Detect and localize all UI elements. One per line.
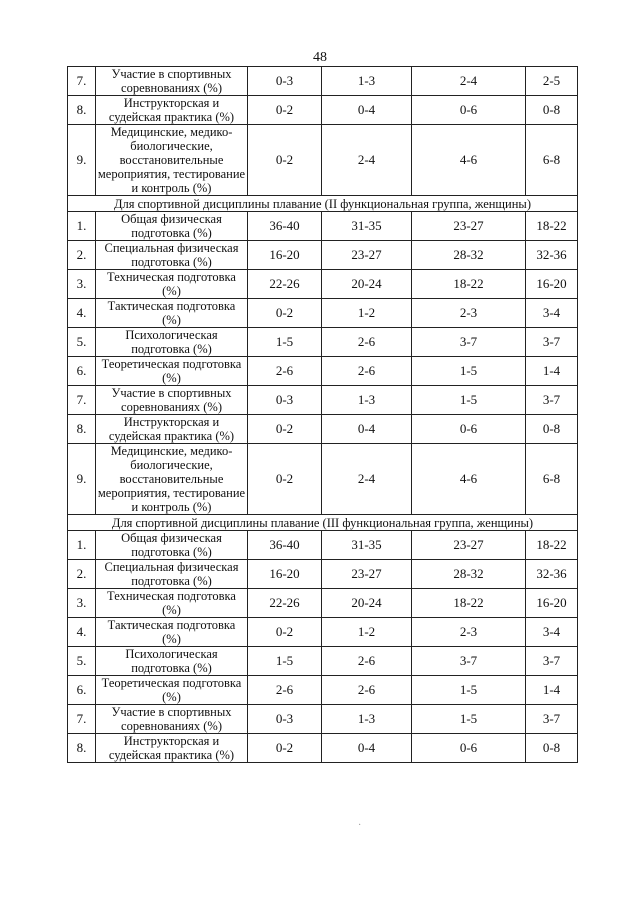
value-stage-1: 0-3 xyxy=(248,705,322,734)
table-row xyxy=(68,328,578,357)
row-name: Общая физическая подготовка (%) xyxy=(96,531,248,560)
value-stage-3: 2-4 xyxy=(412,67,526,96)
row-name: Участие в спортивных соревнованиях (%) xyxy=(96,67,248,96)
row-name: Специальная физическая подготовка (%) xyxy=(96,560,248,589)
value-stage-2: 2-4 xyxy=(322,125,412,196)
row-number: 6. xyxy=(68,357,96,386)
value-stage-2: 0-4 xyxy=(322,734,412,763)
value-stage-3: 4-6 xyxy=(412,444,526,515)
row-number: 7. xyxy=(68,705,96,734)
value-stage-4: 16-20 xyxy=(526,589,578,618)
value-stage-4: 3-7 xyxy=(526,328,578,357)
value-stage-2: 2-6 xyxy=(322,647,412,676)
value-stage-4: 18-22 xyxy=(526,531,578,560)
value-stage-1: 2-6 xyxy=(248,357,322,386)
value-stage-3: 2-3 xyxy=(412,618,526,647)
value-stage-1: 36-40 xyxy=(248,531,322,560)
value-stage-2: 1-3 xyxy=(322,705,412,734)
table-row xyxy=(68,241,578,270)
row-number: 1. xyxy=(68,212,96,241)
value-stage-3: 1-5 xyxy=(412,676,526,705)
value-stage-1: 0-2 xyxy=(248,444,322,515)
value-stage-3: 23-27 xyxy=(412,212,526,241)
value-stage-1: 0-3 xyxy=(248,386,322,415)
value-stage-3: 4-6 xyxy=(412,125,526,196)
table-body xyxy=(68,67,578,763)
value-stage-2: 1-3 xyxy=(322,67,412,96)
value-stage-3: 1-5 xyxy=(412,386,526,415)
table-row xyxy=(68,67,578,96)
value-stage-3: 0-6 xyxy=(412,96,526,125)
row-name: Теоретическая подготовка (%) xyxy=(96,357,248,386)
row-number: 5. xyxy=(68,647,96,676)
value-stage-4: 32-36 xyxy=(526,241,578,270)
value-stage-3: 18-22 xyxy=(412,589,526,618)
row-name: Участие в спортивных соревнованиях (%) xyxy=(96,705,248,734)
table-row xyxy=(68,560,578,589)
row-name: Инструкторская и судейская практика (%) xyxy=(96,96,248,125)
value-stage-2: 1-2 xyxy=(322,299,412,328)
section-header-ii-women xyxy=(68,196,578,212)
row-number: 3. xyxy=(68,270,96,299)
value-stage-2: 1-2 xyxy=(322,618,412,647)
value-stage-3: 3-7 xyxy=(412,647,526,676)
value-stage-4: 3-4 xyxy=(526,299,578,328)
row-name: Медицинские, медико-биологические, восстановительные мероприятия, тестирование и контроль (%) xyxy=(96,125,248,196)
table-row xyxy=(68,96,578,125)
value-stage-2: 0-4 xyxy=(322,415,412,444)
row-number: 5. xyxy=(68,328,96,357)
row-number: 7. xyxy=(68,386,96,415)
row-name: Психологическая подготовка (%) xyxy=(96,647,248,676)
row-number: 4. xyxy=(68,299,96,328)
value-stage-3: 18-22 xyxy=(412,270,526,299)
value-stage-3: 28-32 xyxy=(412,560,526,589)
row-number: 8. xyxy=(68,96,96,125)
value-stage-3: 0-6 xyxy=(412,415,526,444)
table-row xyxy=(68,676,578,705)
value-stage-4: 3-7 xyxy=(526,647,578,676)
row-number: 2. xyxy=(68,560,96,589)
value-stage-1: 0-2 xyxy=(248,734,322,763)
value-stage-4: 32-36 xyxy=(526,560,578,589)
value-stage-1: 0-2 xyxy=(248,299,322,328)
value-stage-2: 1-3 xyxy=(322,386,412,415)
value-stage-3: 1-5 xyxy=(412,357,526,386)
row-name: Теоретическая подготовка (%) xyxy=(96,676,248,705)
section-header-iii-women xyxy=(68,515,578,531)
table-row xyxy=(68,734,578,763)
table-row xyxy=(68,589,578,618)
row-name: Инструкторская и судейская практика (%) xyxy=(96,734,248,763)
value-stage-1: 1-5 xyxy=(248,647,322,676)
row-number: 4. xyxy=(68,618,96,647)
value-stage-4: 3-4 xyxy=(526,618,578,647)
value-stage-1: 36-40 xyxy=(248,212,322,241)
row-name: Общая физическая подготовка (%) xyxy=(96,212,248,241)
value-stage-2: 23-27 xyxy=(322,560,412,589)
value-stage-4: 0-8 xyxy=(526,96,578,125)
row-name: Тактическая подготовка (%) xyxy=(96,299,248,328)
row-number: 1. xyxy=(68,531,96,560)
row-name: Техническая подготовка (%) xyxy=(96,589,248,618)
value-stage-1: 0-3 xyxy=(248,67,322,96)
table-row xyxy=(68,415,578,444)
value-stage-3: 23-27 xyxy=(412,531,526,560)
value-stage-2: 23-27 xyxy=(322,241,412,270)
table-row xyxy=(68,125,578,196)
value-stage-4: 3-7 xyxy=(526,386,578,415)
value-stage-1: 16-20 xyxy=(248,241,322,270)
table-row xyxy=(68,531,578,560)
value-stage-2: 2-6 xyxy=(322,357,412,386)
value-stage-1: 0-2 xyxy=(248,618,322,647)
value-stage-3: 28-32 xyxy=(412,241,526,270)
table-row xyxy=(68,212,578,241)
row-number: 3. xyxy=(68,589,96,618)
value-stage-4: 1-4 xyxy=(526,357,578,386)
row-number: 8. xyxy=(68,415,96,444)
value-stage-3: 2-3 xyxy=(412,299,526,328)
value-stage-3: 0-6 xyxy=(412,734,526,763)
value-stage-4: 3-7 xyxy=(526,705,578,734)
value-stage-1: 0-2 xyxy=(248,415,322,444)
value-stage-4: 6-8 xyxy=(526,444,578,515)
value-stage-2: 0-4 xyxy=(322,96,412,125)
value-stage-4: 6-8 xyxy=(526,125,578,196)
section-title: Для спортивной дисциплины плавание (III функциональная группа, женщины) xyxy=(68,515,578,531)
value-stage-2: 2-6 xyxy=(322,676,412,705)
row-number: 8. xyxy=(68,734,96,763)
value-stage-4: 2-5 xyxy=(526,67,578,96)
row-number: 7. xyxy=(68,67,96,96)
table-row xyxy=(68,618,578,647)
value-stage-2: 20-24 xyxy=(322,589,412,618)
row-name: Психологическая подготовка (%) xyxy=(96,328,248,357)
page-number: 48 xyxy=(313,50,327,65)
value-stage-3: 3-7 xyxy=(412,328,526,357)
row-number: 6. xyxy=(68,676,96,705)
value-stage-4: 18-22 xyxy=(526,212,578,241)
table-row xyxy=(68,270,578,299)
row-name: Специальная физическая подготовка (%) xyxy=(96,241,248,270)
scan-mark: · xyxy=(358,820,362,831)
table-row xyxy=(68,357,578,386)
value-stage-4: 16-20 xyxy=(526,270,578,299)
value-stage-1: 2-6 xyxy=(248,676,322,705)
value-stage-2: 2-4 xyxy=(322,444,412,515)
row-number: 2. xyxy=(68,241,96,270)
row-name: Техническая подготовка (%) xyxy=(96,270,248,299)
row-number: 9. xyxy=(68,125,96,196)
row-name: Тактическая подготовка (%) xyxy=(96,618,248,647)
value-stage-1: 0-2 xyxy=(248,96,322,125)
value-stage-4: 0-8 xyxy=(526,415,578,444)
value-stage-1: 22-26 xyxy=(248,589,322,618)
row-number: 9. xyxy=(68,444,96,515)
value-stage-4: 0-8 xyxy=(526,734,578,763)
row-name: Медицинские, медико-биологические, восстановительные мероприятия, тестирование и контроль (%) xyxy=(96,444,248,515)
value-stage-2: 31-35 xyxy=(322,212,412,241)
value-stage-1: 1-5 xyxy=(248,328,322,357)
value-stage-1: 0-2 xyxy=(248,125,322,196)
value-stage-3: 1-5 xyxy=(412,705,526,734)
value-stage-1: 16-20 xyxy=(248,560,322,589)
table-row xyxy=(68,444,578,515)
table-row xyxy=(68,647,578,676)
row-name: Инструкторская и судейская практика (%) xyxy=(96,415,248,444)
table-row xyxy=(68,705,578,734)
value-stage-2: 20-24 xyxy=(322,270,412,299)
section-title: Для спортивной дисциплины плавание (II функциональная группа, женщины) xyxy=(68,196,578,212)
value-stage-4: 1-4 xyxy=(526,676,578,705)
value-stage-1: 22-26 xyxy=(248,270,322,299)
row-name: Участие в спортивных соревнованиях (%) xyxy=(96,386,248,415)
table-row xyxy=(68,299,578,328)
table-row xyxy=(68,386,578,415)
value-stage-2: 31-35 xyxy=(322,531,412,560)
value-stage-2: 2-6 xyxy=(322,328,412,357)
training-distribution-table xyxy=(67,66,578,763)
